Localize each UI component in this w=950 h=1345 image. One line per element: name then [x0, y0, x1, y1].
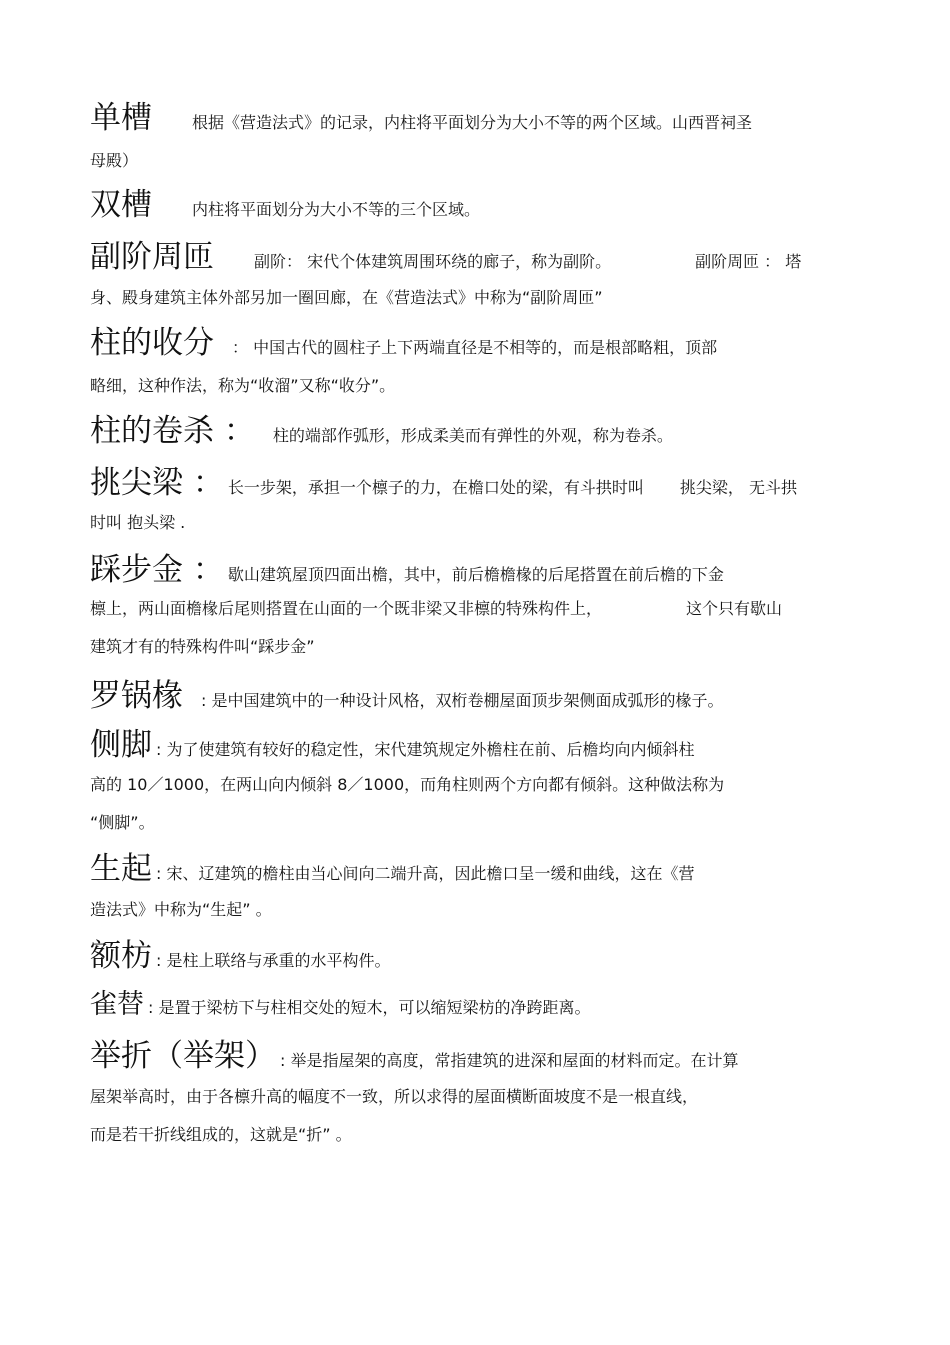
definition-text: 略细，这种作法，称为“收溜”又称“收分”。	[90, 376, 396, 395]
definition-continuation	[90, 774, 724, 796]
definition-text: : 是柱上联络与承重的水平构件。	[156, 951, 391, 970]
definition-text: 母殿）	[90, 151, 139, 170]
definition-continuation	[90, 812, 155, 834]
definition-text: : 是中国建筑中的一种设计风格，双桁卷棚屋面顶步架侧面成弧形的椽子。	[201, 691, 724, 710]
definition-text: 副阶： 宋代个体建筑周围环绕的廊子，称为副阶。	[254, 252, 612, 271]
definition-continuation	[90, 636, 315, 658]
definition-continuation	[90, 512, 185, 534]
term-heading: 雀替	[90, 989, 144, 1020]
term-heading: 额枋	[90, 938, 152, 974]
definition-text: “侧脚”。	[90, 813, 155, 832]
term-heading: 侧脚	[90, 727, 152, 763]
definition-text: 歇山建筑屋顶四面出檐，其中，前后檐檐椽的后尾搭置在前后檐的下金	[227, 565, 724, 584]
term-heading: 双槽	[90, 187, 152, 223]
entry-fujiezhouza	[90, 239, 801, 275]
definition-text: ： 中国古代的圆柱子上下两端直径是不相等的，而是根部略粗，顶部	[232, 338, 718, 357]
definition-text: 檩上，两山面檐椽后尾则搭置在山面的一个既非梁又非檩的特殊构件上，	[90, 599, 603, 618]
definition-continuation	[90, 150, 138, 172]
entry-tiaojianliang	[90, 465, 797, 501]
definition-text: 根据《营造法式》的记录，内柱将平面划分为大小不等的两个区域。山西晋祠圣	[192, 113, 753, 132]
definition-continuation	[90, 1086, 698, 1108]
definition-text: 身、殿身建筑主体外部另加一圈回廊，在《营造法式》中称为“副阶周匝”	[90, 288, 603, 307]
definition-text: : 宋、辽建筑的檐柱由当心间向二端升高，因此檐口呈一缓和曲线，这在《营	[156, 864, 695, 883]
entry-caibujin	[90, 552, 724, 588]
entry-juzhe	[90, 1038, 738, 1074]
definition-text: 内柱将平面划分为大小不等的三个区域。	[192, 200, 481, 219]
definition-text: : 举是指屋架的高度，常指建筑的进深和屋面的材料而定。在计算	[280, 1051, 739, 1070]
definition-text: 而是若干折线组成的，这就是“折” 。	[90, 1125, 352, 1144]
term-heading: 挑尖梁 ：	[90, 465, 224, 501]
entry-luoguochuan	[90, 678, 723, 714]
definition-text: 副阶周匝 ： 塔	[695, 252, 802, 271]
entry-queti	[90, 989, 590, 1021]
entry-zhudeshoufen	[90, 325, 717, 361]
definition-continuation	[90, 287, 603, 309]
term-heading: 单槽	[90, 100, 152, 136]
entry-efang	[90, 938, 390, 974]
entry-shengqi	[90, 851, 694, 887]
definition-text: : 是置于梁枋下与柱相交处的短木，可以缩短梁枋的净跨距离。	[148, 998, 591, 1017]
entry-cejiao	[90, 727, 694, 763]
term-heading: 柱的收分	[90, 325, 214, 361]
definition-continuation	[90, 375, 395, 397]
entry-dancao	[90, 100, 752, 136]
definition-continuation	[90, 1124, 352, 1146]
term-heading: 举折（举架）	[90, 1038, 276, 1074]
definition-text: 这个只有歇山	[686, 599, 783, 618]
definition-text: : 为了使建筑有较好的稳定性，宋代建筑规定外檐柱在前、后檐均向内倾斜柱	[156, 740, 695, 759]
term-heading: 生起	[90, 851, 152, 887]
definition-text: 建筑才有的特殊构件叫“踩步金”	[90, 637, 315, 656]
term-heading: 罗锅椽	[90, 678, 183, 714]
definition-text: 挑尖梁， 无斗拱	[679, 478, 797, 497]
definition-continuation	[90, 899, 272, 921]
entry-shuangcao	[90, 187, 480, 223]
term-heading: 踩步金 ：	[90, 552, 224, 588]
definition-text: 高的 10／1000，在两山向内倾斜 8／1000，而角柱则两个方向都有倾斜。这种做法称为	[90, 775, 725, 794]
term-heading: 副阶周匝	[90, 239, 214, 275]
definition-text: 时叫 抱头梁 .	[90, 513, 186, 532]
term-heading: 柱的卷杀 ：	[90, 413, 255, 449]
definition-text: 屋架举高时，由于各檩升高的幅度不一致，所以求得的屋面横断面坡度不是一根直线，	[90, 1087, 699, 1106]
definition-text: 柱的端部作弧形，形成柔美而有弹性的外观，称为卷杀。	[272, 426, 673, 445]
definition-text: 造法式》中称为“生起” 。	[90, 900, 272, 919]
definition-text: 长一步架，承担一个檩子的力，在檐口处的梁，有斗拱时叫	[227, 478, 644, 497]
entry-zhudejuansha	[90, 413, 673, 449]
definition-continuation	[90, 598, 782, 620]
